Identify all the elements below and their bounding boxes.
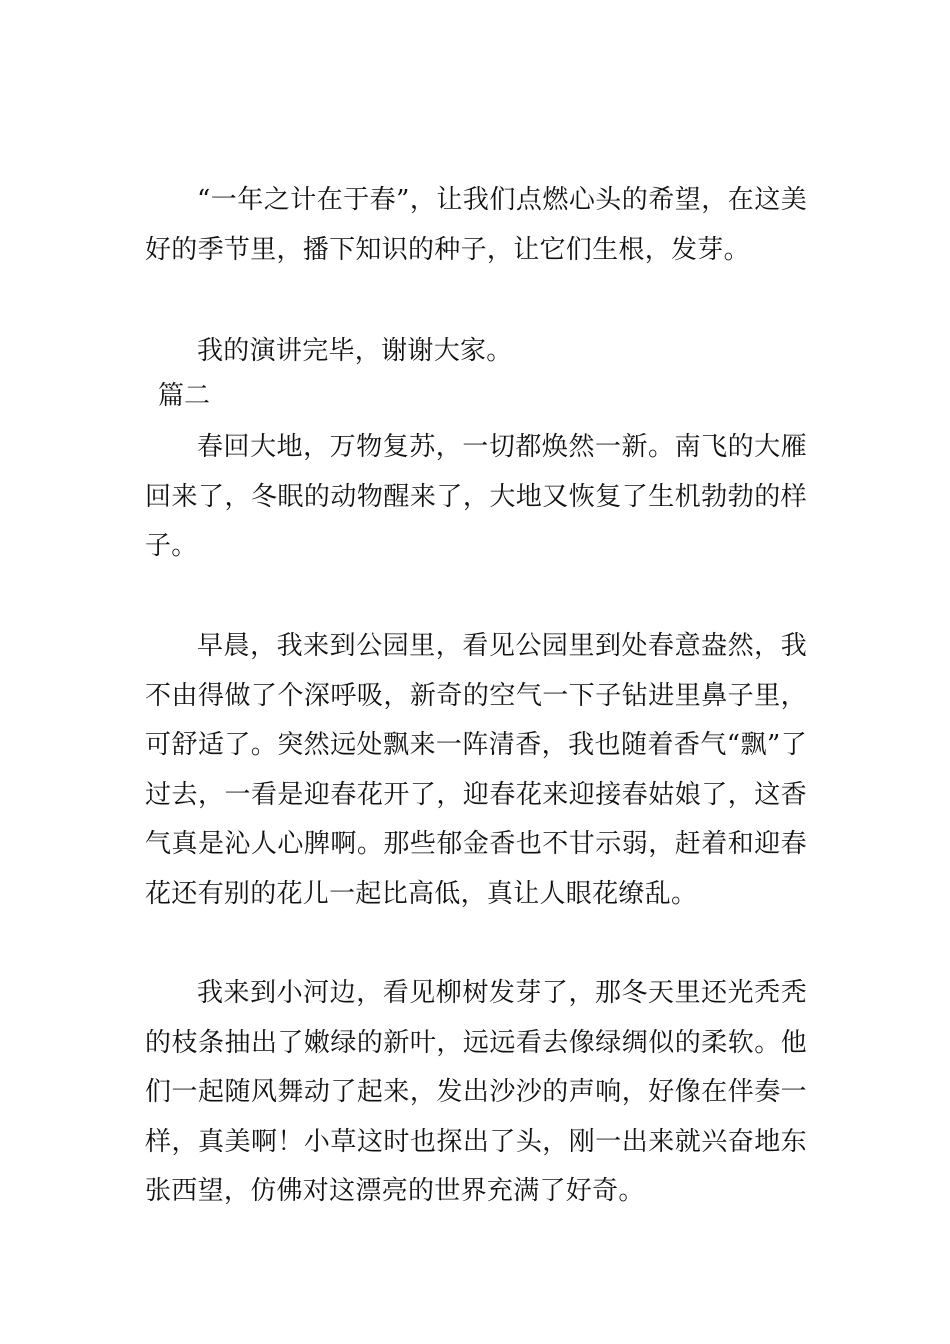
- paragraph-spring-returns: 春回大地，万物复苏，一切都焕然一新。南飞的大雁回来了，冬眠的动物醒来了，大地又恢复了生机勃勃的样子。: [145, 432, 807, 561]
- paragraph-morning-park: 早晨，我来到公园里，看见公园里到处春意盎然，我不由得做了个深呼吸，新奇的空气一下子钻进里鼻子里，可舒适了。突然远处飘来一阵清香，我也随着香气“飘”了过去，一看是迎春花开了，迎春花来迎接春姑娘了，这香气真是沁人心脾啊。那些郁金香也不甘示弱，赶着和迎春花还有别的花儿一起比高低，真让人眼花缭乱。: [145, 631, 807, 909]
- section-heading: 篇二: [158, 381, 211, 411]
- paragraph-riverside: 我来到小河边，看见柳树发芽了，那冬天里还光秃秃的枝条抽出了嫩绿的新叶，远远看去像绿绸似的柔软。他们一起随风舞动了起来，发出沙沙的声响，好像在伴奏一样，真美啊！小草这时也探出了头，刚一出来就兴奋地东张西望，仿佛对这漂亮的世界充满了好奇。: [145, 978, 807, 1206]
- paragraph-speech-closing: 我的演讲完毕，谢谢大家。: [197, 336, 513, 366]
- paragraph-spring-hope: “一年之计在于春”，让我们点燃心头的希望，在这美好的季节里，播下知识的种子，让它们生根，发芽。: [145, 185, 807, 265]
